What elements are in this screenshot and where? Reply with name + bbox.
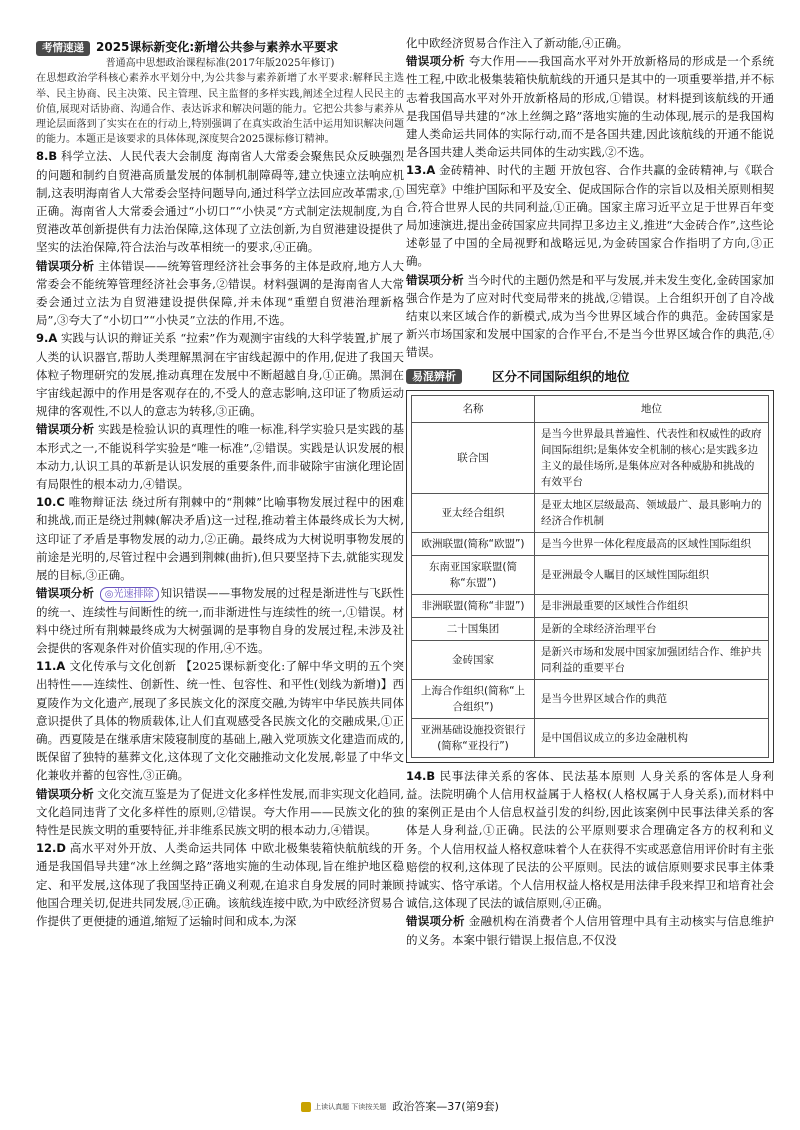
q9-error-text: 实践是检验认识的真理性的唯一标准,科学实验只是实践的基本形式之一,不能说科学实验是“唯一标准”,②错误。实践是认识发展的根本动力,认识工具的革新是认识发展的重要条件,而非破除宇宙演化理论固有局限性的根本动力,④错误。 <box>36 422 405 492</box>
q11-text: 文化传承与文化创新 【2025课标新变化:了解中华文明的五个突出特性——连续性、创新性、统一性、包容性、和平性(划线为新增)】西夏陵作为文化遗产,展现了多民族文化的深度交融,为铸牢中华民族共同体意识提供了具体的物质载体,让人们直观感受各民族文化的交融成果,①正确。西夏陵是在继承唐宋陵寝制度的基础上,融入党项族文化建造而成的,既保留了独特的墓葬文化,这体现了文化交融推动文化发展,彰显了中华文化兼收并蓄的包容性,③正确。 <box>36 659 405 783</box>
org-name: 上海合作组织(简称“上合组织”) <box>412 679 535 718</box>
table-row <box>412 555 769 594</box>
org-status: 是亚洲最令人瞩目的区域性国际组织 <box>535 555 769 594</box>
table-row <box>412 493 769 532</box>
q10-error-text: 知识错误——事物发展的过程是渐进性与飞跃性的统一、连续性与间断性的统一,而非渐进性与连续性的统一,①错误。材料中绕过所有荆棘最终成为大树强调的是事物自身的发展过程,未涉及社会提供的客观条件对价值实现的作用,④不选。 <box>36 586 405 655</box>
org-name: 欧洲联盟(简称“欧盟”) <box>412 532 535 555</box>
page-number-label: 政治答案—37(第9套) <box>392 1100 499 1113</box>
table-row <box>412 718 769 757</box>
comparison-title: 区分不同国际组织的地位 <box>492 368 630 384</box>
question-14-error <box>406 912 774 948</box>
org-name: 东南亚国家联盟(简称“东盟”) <box>412 555 535 594</box>
error-analysis-label: 错误项分析 <box>406 272 464 287</box>
org-status: 是新的全球经济治理平台 <box>535 617 769 640</box>
org-name: 亚太经合组织 <box>412 493 535 532</box>
org-name: 联合国 <box>412 422 535 493</box>
q13-head: 13.A <box>406 163 436 178</box>
exam-info-block <box>36 38 404 147</box>
org-name: 亚洲基础设施投资银行(简称“亚投行”) <box>412 718 535 757</box>
question-14-answer <box>406 767 774 913</box>
question-9-error <box>36 420 404 493</box>
error-analysis-label: 错误项分析 <box>36 422 95 437</box>
question-13-error <box>406 271 774 362</box>
comparison-section-header <box>406 368 774 386</box>
org-status: 是中国倡议成立的多边金融机构 <box>535 718 769 757</box>
q14-error-text: 金融机构在消费者个人信用管理中具有主动核实与信息维护的义务。本案中银行错误上报信息,不仅没 <box>406 914 775 947</box>
exam-info-note <box>36 56 404 147</box>
error-analysis-label: 错误项分析 <box>36 258 95 273</box>
q8-text: 科学立法、人民代表大会制度 海南省人大常委会聚焦民众反映强烈的问题和制约自贸港高质量发展的体制机制障碍等,建立快速立法响应机制,这表明海南省人大常委会坚持问题导向,通过科学立法回应改革需求,①正确。海南省人大常委会通过“小切口”“小快灵”方式制定法规制度,为自贸港改革创新提供有力法治保障,这体现了立法创新,为自贸港建设提供了坚实的法治保障,符合法治与改革相统一的要求,④正确。 <box>36 149 404 255</box>
table-row <box>412 422 769 493</box>
question-11-error <box>36 785 404 840</box>
question-8-answer <box>36 147 404 256</box>
exam-info-text: 在思想政治学科核心素养水平划分中,为公共参与素养新增了水平要求:解释民主选举、民主协商、民主决策、民主管理、民主监督的多样实践,阐述全过程人民民主的价值,展现对话协商、沟通合作、表达诉求和解决问题的能力。它把公共参与素养从理论层面落到了实实在在的行动上,特别强调了在真实政治生活中运用知识解决问题的能力。本题正是该要求的具体体现,深度契合2025课标修订精神。 <box>36 73 404 146</box>
q8-head: 8.B <box>36 149 58 164</box>
page-footer <box>0 1098 800 1114</box>
org-status: 是当今世界一体化程度最高的区域性国际组织 <box>535 532 769 555</box>
q13-text: 金砖精神、时代的主题 开放包容、合作共赢的金砖精神,与《联合国宪章》中维护国际和平及安全、促成国际合作的宗旨以及相关原则相契合,符合世界人民的共同利益,①正确。国家主席习近平立足于世界百年变局加速演进,提出金砖国家应共同捍卫多边主义,推进“大金砖合作”,这些论述彰显了中国的全局视野和战略远见,为金砖国家合作指明了方向,③正确。 <box>406 163 775 269</box>
table-row <box>412 594 769 617</box>
column-header-name: 名称 <box>412 395 535 422</box>
right-column <box>406 34 774 949</box>
question-12-answer <box>36 839 404 930</box>
left-column <box>36 38 404 930</box>
organization-table <box>411 395 769 758</box>
publisher-logo-icon <box>301 1102 311 1112</box>
exam-info-title: 2025课标新变化:新增公共参与素养水平要求 <box>96 40 339 54</box>
q11-error-text: 文化交流互鉴是为了促进文化多样性发展,而非实现文化趋同,文化趋同违背了文化多样性的原则,②错误。夸大作用——民族文化的独特性是民族文明的重要特征,并非维系民族文明的根本动力,④错误。 <box>36 786 405 837</box>
question-10-error <box>36 584 404 657</box>
question-10-answer <box>36 493 404 584</box>
org-status: 是当今世界区域合作的典范 <box>535 679 769 718</box>
q12-text: 高水平对外开放、人类命运共同体 中欧北极集装箱快航航线的开通是我国倡导共建“冰上丝绸之路”落地实施的生动体现,旨在维护地区稳定、和平发展,这体现了我国坚持正确义利观,在追求自身发展的同时兼顾他国合理关切,促进共同发展,③正确。该航线连接中欧,为中欧经济贸易合作提供了更便捷的通道,缩短了运输时间和成本,为深 <box>36 841 405 928</box>
footer-brand: 上读认真题 下读按关题 <box>314 1103 387 1111</box>
q13-error-text: 当今时代的主题仍然是和平与发展,并未发生变化,金砖国家加强合作是为了应对时代变局带来的挑战,②错误。上合组织开创了自冷战结束以来区域合作的新模式,成为当今世界区域合作的典范。金砖国家是新兴市场国家和发展中国家的合作平台,不是当今世界区域合作的典范,④错误。 <box>406 272 775 360</box>
org-name: 二十国集团 <box>412 617 535 640</box>
q14-text: 民事法律关系的客体、民法基本原则 人身关系的客体是人身利益。法院明确个人信用权益属于人格权(人格权属于人身关系),而材料中的案例正是由个人信息权益引发的纠纷,因此该案例中民事法律关系的客体是人身利益,①正确。民法的公平原则要求合理确定各方的权利和义务。个人信用权益人格权意味着个人在获得不实或恶意信用评价时有主张赔偿的权利,这体现了民法的公平原则。民法的诚信原则要求民事主体秉持诚实、恪守承诺。个人信用权益人格权是用法律手段来捍卫和培育社会诚信,这体现了民法的诚信原则,④正确。 <box>406 768 775 911</box>
q10-head: 10.C <box>36 495 65 510</box>
table-row <box>412 679 769 718</box>
q14-head: 14.B <box>406 768 436 783</box>
exam-info-source: 普通高中思想政治课程标准(2017年版2025年修订) <box>105 58 335 70</box>
q12-head: 12.D <box>36 841 66 856</box>
exam-info-tag: 考情速递 <box>36 41 90 56</box>
question-8-error <box>36 257 404 330</box>
org-status: 是非洲最重要的区域性合作组织 <box>535 594 769 617</box>
organization-table-frame <box>406 390 774 763</box>
q11-head: 11.A <box>36 659 66 674</box>
question-12-error <box>406 52 774 161</box>
org-status: 是亚太地区层级最高、领域最广、最具影响力的经济合作机制 <box>535 493 769 532</box>
confusion-tag: 易混辨析 <box>406 369 462 384</box>
q8-error-text: 主体错误——统筹管理经济社会事务的主体是政府,地方人大常委会不能统筹管理经济社会事务,②错误。材料强调的是海南省人大常委会通过立法为自贸港建设提供保障,并未体现“重塑自贸港治理新格局”,③夸大了“小切口”“小快灵”立法的作用,不选。 <box>36 258 405 328</box>
column-header-status: 地位 <box>535 395 769 422</box>
error-analysis-label: 错误项分析 <box>36 586 95 601</box>
org-name: 金砖国家 <box>412 640 535 679</box>
question-13-answer <box>406 161 774 270</box>
quick-exclude-badge: ◎光速排除 <box>100 587 159 602</box>
question-11-answer <box>36 657 404 784</box>
table-row <box>412 617 769 640</box>
q10-text: 唯物辩证法 绕过所有荆棘中的“荆棘”比喻事物发展过程中的困难和挑战,而正是绕过荆棘(解决矛盾)这一过程,推动着主体最终成长为大树,这印证了矛盾是事物发展的动力,②正确。最终成为大树说明事物发展的前途是光明的,尽管过程中会遇到荆棘(曲折),但只要坚持下去,就能实现发展的目标,③正确。 <box>36 495 404 583</box>
org-status: 是新兴市场和发展中国家加强团结合作、维护共同利益的重要平台 <box>535 640 769 679</box>
table-row <box>412 640 769 679</box>
q9-text: 实践与认识的辩证关系 “拉索”作为观测宇宙线的大科学装置,扩展了人类的认识器官,帮助人类理解黑洞在宇宙线起源中的作用,促进了我国天体粒子物理研究的发展,推动真理在发展中不断超越自身,①正确。黑洞在宇宙线起源中的作用是客观存在的,不受人的意志影响,这印证了物质运动规律的客观性,不以人的意志为转移,③正确。 <box>36 331 404 419</box>
table-row <box>412 532 769 555</box>
q9-head: 9.A <box>36 331 58 346</box>
question-9-answer <box>36 329 404 420</box>
org-name: 非洲联盟(简称“非盟”) <box>412 594 535 617</box>
org-status: 是当今世界最具普遍性、代表性和权威性的政府间国际组织;是集体安全机制的核心;是实践多边主义的最佳场所,是集体应对各种威胁和挑战的有效平台 <box>535 422 769 493</box>
table-header-row <box>412 395 769 422</box>
error-analysis-label: 错误项分析 <box>406 914 465 929</box>
error-analysis-label: 错误项分析 <box>36 786 94 801</box>
q12-error-text: 夸大作用——我国高水平对外开放新格局的形成是一个系统性工程,中欧北极集装箱快航航线的开通只是其中的一项重要举措,并不标志着我国高水平对外开放新格局的形成,①错误。材料提到该航线的开通是我国倡导共建的“冰上丝绸之路”落地实施的生动体现,展示的是我国构建人类命运共同体的实际行动,而不是各国共建,因此该航线的开通不能说是各国共建人类命运共同体的生动实践,②不选。 <box>406 54 775 160</box>
error-analysis-label: 错误项分析 <box>406 54 465 69</box>
question-12-continued: 化中欧经济贸易合作注入了新动能,④正确。 <box>406 36 629 50</box>
